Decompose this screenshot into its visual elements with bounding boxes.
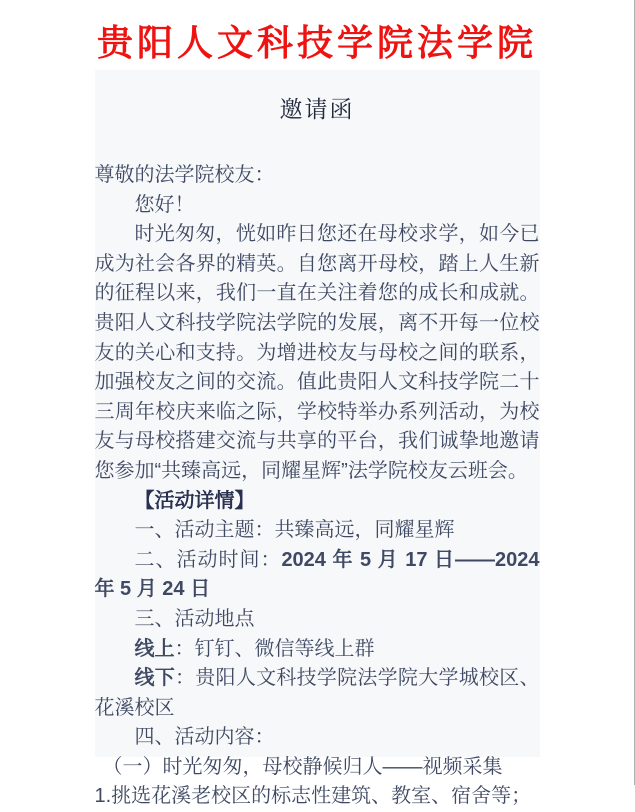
document-title: 邀请函 bbox=[279, 96, 355, 122]
activity-location-line: 三、活动地点 bbox=[134, 607, 255, 630]
sub-item-video-collection: （一）时光匆匆，母校静候归人——视频采集 bbox=[102, 755, 503, 778]
online-label: 线上 bbox=[134, 637, 175, 660]
letterhead-title: 贵阳人文科技学院法学院 bbox=[96, 22, 537, 63]
sub-item-step1: 1.挑选花溪老校区的标志性建筑、教室、宿舍等； bbox=[94, 785, 532, 808]
offline-location-line bbox=[95, 664, 540, 723]
offline-label: 线下 bbox=[134, 667, 176, 690]
activity-time-value: 2024 年 5 月 17 日——2024 年 5 月 24 日 bbox=[94, 548, 540, 601]
activity-time-line bbox=[95, 546, 540, 605]
online-value: ：钉钉、微信等线上群 bbox=[174, 637, 375, 660]
letter-body-panel bbox=[94, 70, 540, 808]
salutation: 尊敬的法学院校友： bbox=[94, 164, 275, 186]
letter-content bbox=[95, 161, 540, 812]
greeting: 您好！ bbox=[134, 193, 195, 216]
activity-theme-line: 一、活动主题：共臻高远，同耀星辉 bbox=[134, 519, 455, 542]
activity-time-label: 二、活动时间： bbox=[134, 548, 282, 571]
intro-paragraph: 时光匆匆，恍如昨日您还在母校求学，如今已成为社会各界的精英。自您离开母校，踏上人生新的征程以来，我们一直在关注着您的成长和成就。贵阳人文科技学院法学院的发展，离不开每一位校友的关心和支持。为增进校友与母校之间的联系，加强校友之间的交流。值此贵阳人文科技学院二十三周年校庆来临之际，学校特举办系列活动，为校友与母校搭建交流与共享的平台，我们诚挚地邀请您参加“共臻高远，同耀星辉”法学院校友云班会。 bbox=[94, 223, 540, 482]
offline-value: ：贵阳人文科技学院法学院大学城校区、花溪校区 bbox=[94, 667, 540, 719]
activity-content-heading: 四、活动内容： bbox=[134, 726, 275, 749]
activity-details-heading: 【活动详情】 bbox=[134, 489, 255, 512]
online-location-line bbox=[95, 635, 540, 665]
